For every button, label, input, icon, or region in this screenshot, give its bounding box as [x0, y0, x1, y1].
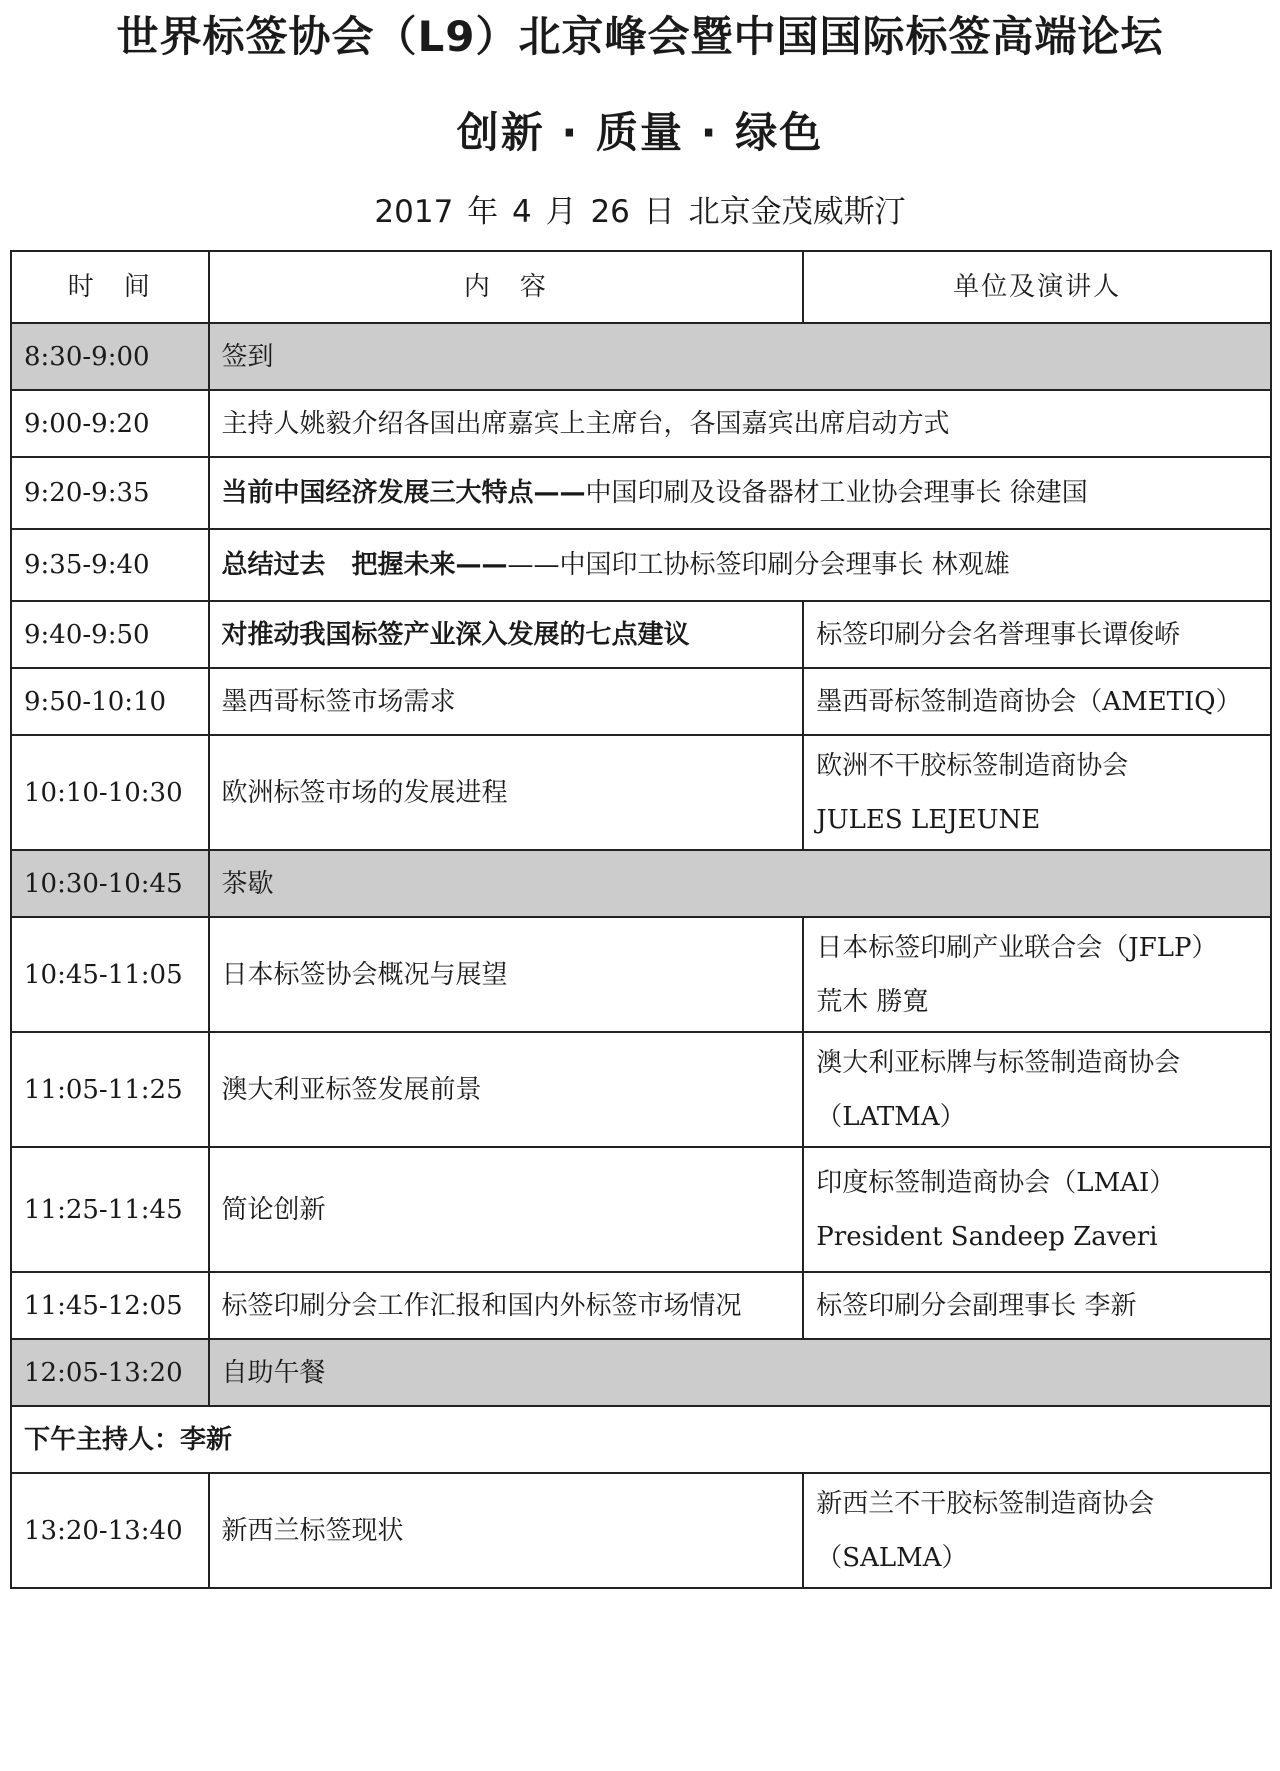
- table-row: [11, 1473, 1271, 1588]
- time-cell: 8:30-9:00: [11, 323, 209, 390]
- content-cell: 新西兰标签现状: [209, 1473, 804, 1588]
- speaker-name: President Sandeep Zaveri: [816, 1221, 1158, 1252]
- table-row: [11, 850, 1271, 917]
- talk-speaker: 中国印刷及设备器材工业协会理事长 徐建国: [585, 478, 1088, 508]
- table-row: [11, 735, 1271, 850]
- content-cell: 欧洲标签市场的发展进程: [209, 735, 804, 850]
- section-row: [11, 1406, 1271, 1473]
- time-cell: 13:20-13:40: [11, 1473, 209, 1588]
- time-cell: 10:30-10:45: [11, 850, 209, 917]
- speaker-cell: [803, 1473, 1271, 1588]
- time-cell: 9:50-10:10: [11, 668, 209, 735]
- speaker-cell: 标签印刷分会副理事长 李新: [803, 1272, 1271, 1339]
- content-cell: 对推动我国标签产业深入发展的七点建议: [209, 601, 804, 668]
- content-cell: 澳大利亚标签发展前景: [209, 1032, 804, 1147]
- speaker-cell: 标签印刷分会名誉理事长谭俊峤: [803, 601, 1271, 668]
- content-cell: 自助午餐: [209, 1339, 1272, 1406]
- table-row: [11, 1032, 1271, 1147]
- time-cell: 9:40-9:50: [11, 601, 209, 668]
- time-cell: 9:20-9:35: [11, 457, 209, 529]
- time-cell: 9:35-9:40: [11, 529, 209, 601]
- talk-speaker: ——中国印工协标签印刷分会理事长 林观雄: [507, 550, 1010, 580]
- speaker-cell: 墨西哥标签制造商协会（AMETIQ）: [803, 668, 1271, 735]
- table-row: [11, 668, 1271, 735]
- column-header-content: 内 容: [209, 251, 804, 323]
- table-row: [11, 601, 1271, 668]
- speaker-org: 日本标签印刷产业联合会（JFLP）: [816, 932, 1218, 963]
- table-row: [11, 323, 1271, 390]
- speaker-name: （LATMA）: [816, 1101, 966, 1132]
- table-row: [11, 1339, 1271, 1406]
- table-row: [11, 529, 1271, 601]
- time-cell: 10:45-11:05: [11, 917, 209, 1032]
- speaker-cell: [803, 917, 1271, 1032]
- table-row: [11, 457, 1271, 529]
- time-cell: 11:45-12:05: [11, 1272, 209, 1339]
- content-cell: 签到: [209, 323, 1272, 390]
- speaker-org: 印度标签制造商协会（LMAI）: [816, 1167, 1176, 1198]
- content-cell: 简论创新: [209, 1147, 804, 1272]
- speaker-cell: [803, 1032, 1271, 1147]
- content-cell: 墨西哥标签市场需求: [209, 668, 804, 735]
- content-cell: 主持人姚毅介绍各国出席嘉宾上主席台，各国嘉宾出席启动方式: [209, 390, 1272, 457]
- speaker-org: 澳大利亚标牌与标签制造商协会: [816, 1047, 1181, 1078]
- agenda-table: [10, 250, 1272, 1589]
- column-header-speaker: 单位及演讲人: [803, 251, 1271, 323]
- speaker-cell: [803, 735, 1271, 850]
- speaker-org: 欧洲不干胶标签制造商协会: [816, 750, 1129, 781]
- speaker-name: 荒木 勝寛: [816, 986, 929, 1017]
- table-row: [11, 917, 1271, 1032]
- time-cell: 9:00-9:20: [11, 390, 209, 457]
- content-cell: [209, 457, 1272, 529]
- speaker-org: 新西兰不干胶标签制造商协会: [816, 1488, 1155, 1519]
- talk-title: 总结过去 把握未来——: [221, 550, 508, 580]
- slogan: 创新 · 质量 · 绿色: [456, 108, 824, 157]
- date-venue: 2017 年 4 月 26 日 北京金茂威斯汀: [374, 194, 906, 230]
- table-row: [11, 390, 1271, 457]
- page-title: 世界标签协会（L9）北京峰会暨中国国际标签高端论坛: [116, 12, 1164, 61]
- table-row: [11, 1272, 1271, 1339]
- speaker-cell: [803, 1147, 1271, 1272]
- content-cell: 日本标签协会概况与展望: [209, 917, 804, 1032]
- content-cell: 茶歇: [209, 850, 1272, 917]
- time-cell: 11:25-11:45: [11, 1147, 209, 1272]
- speaker-name: JULES LEJEUNE: [816, 804, 1041, 835]
- content-cell: 标签印刷分会工作汇报和国内外标签市场情况: [209, 1272, 804, 1339]
- table-header-row: [11, 251, 1271, 323]
- time-cell: 12:05-13:20: [11, 1339, 209, 1406]
- speaker-name: （SALMA）: [816, 1542, 968, 1573]
- afternoon-host: 下午主持人：李新: [11, 1406, 1271, 1473]
- column-header-time: 时 间: [11, 251, 209, 323]
- table-row: [11, 1147, 1271, 1272]
- time-cell: 10:10-10:30: [11, 735, 209, 850]
- content-cell: [209, 529, 1272, 601]
- talk-title: 当前中国经济发展三大特点——: [221, 478, 586, 508]
- time-cell: 11:05-11:25: [11, 1032, 209, 1147]
